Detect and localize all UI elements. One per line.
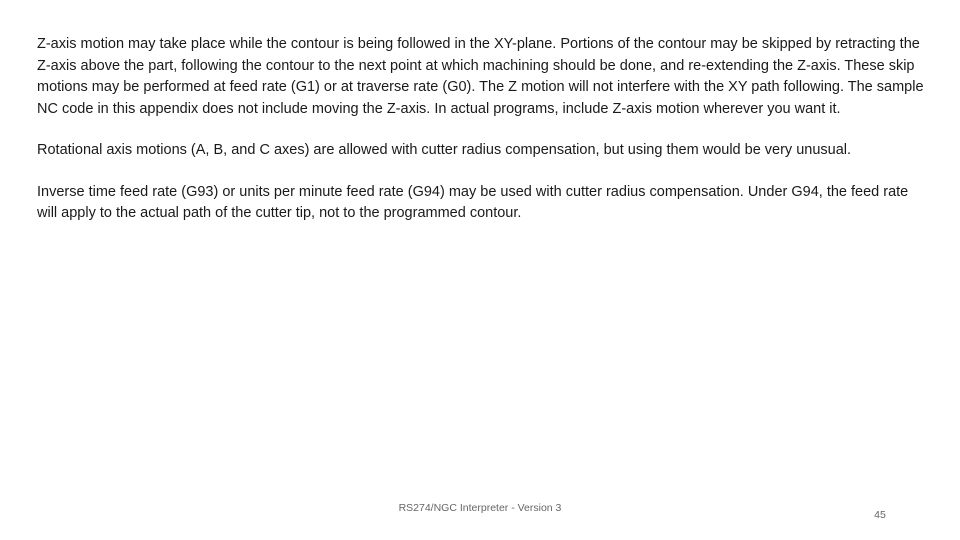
page-number: 45 bbox=[874, 509, 886, 521]
body-text bbox=[37, 34, 927, 245]
paragraph-z-axis-motion: Z-axis motion may take place while the contour is being followed in the XY-plane. Portions of the contour may be skipped by retracting the Z-axis above the part, following the contour to the next point at which machining should be done, and re-extending the Z-axis. These skip motions may be performed at feed rate (G1) or at traverse rate (G0). The Z motion will not interfere with the XY path following. The sample NC code in this appendix does not include moving the Z-axis. In actual programs, include Z-axis motion wherever you want it. bbox=[37, 36, 924, 117]
paragraph-feed-rate: Inverse time feed rate (G93) or units per minute feed rate (G94) may be used with cutter radius compensation. Under G94, the feed rate will apply to the actual path of the cutter tip, not to the programmed contour. bbox=[37, 183, 909, 221]
paragraph-rotational-axis: Rotational axis motions (A, B, and C axes) are allowed with cutter radius compensation, but using them would be very unusual. bbox=[37, 142, 852, 158]
footer-text: RS274/NGC Interpreter - Version 3 bbox=[398, 502, 562, 514]
